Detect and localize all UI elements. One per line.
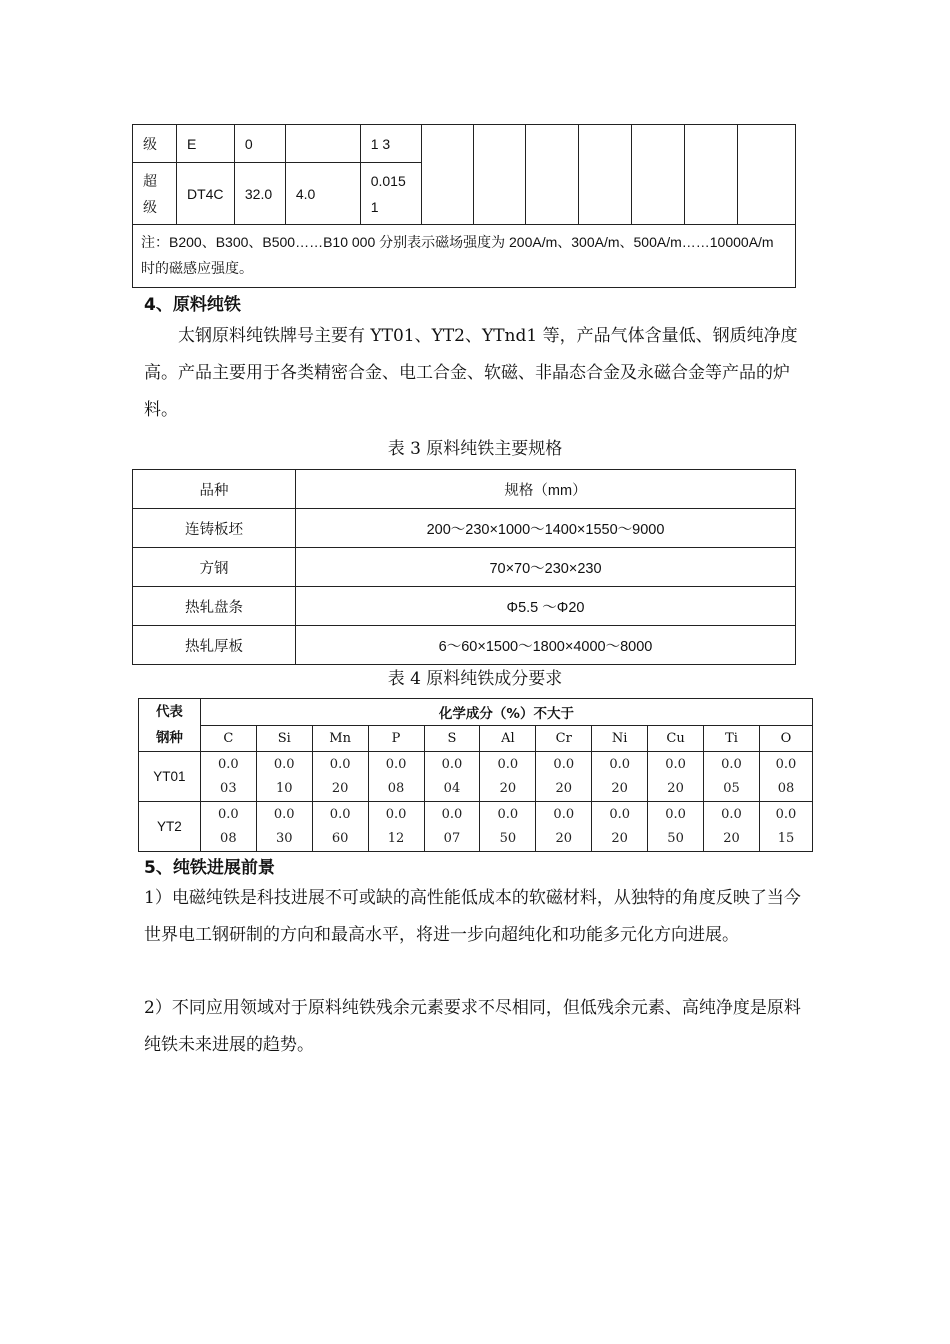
table-cell: YT01 bbox=[139, 752, 201, 802]
table-cell: 连铸板坯 bbox=[133, 509, 296, 548]
table-cell: 方钢 bbox=[133, 548, 296, 587]
table-cell bbox=[738, 125, 796, 225]
table-cell: 6～60×1500～1800×4000～8000 bbox=[296, 626, 796, 665]
table-cell bbox=[685, 125, 738, 225]
table-cell: 热轧盘条 bbox=[133, 587, 296, 626]
table-row bbox=[139, 752, 813, 802]
table-cell: 0.008 bbox=[200, 802, 256, 852]
table-header: Al bbox=[480, 726, 536, 752]
table-header: Ti bbox=[704, 726, 760, 752]
table-cell: YT2 bbox=[139, 802, 201, 852]
table-cell: 0.020 bbox=[648, 752, 704, 802]
table-cell bbox=[579, 125, 632, 225]
table-cell: 0.005 bbox=[704, 752, 760, 802]
table-cell: 0.020 bbox=[536, 752, 592, 802]
table-cell: 级 bbox=[133, 125, 177, 163]
table-cell: 0.004 bbox=[424, 752, 480, 802]
table-caption: 表 4 原料纯铁成分要求 bbox=[387, 669, 563, 689]
table-cell: 0.020 bbox=[704, 802, 760, 852]
table-cell: 200～230×1000～1400×1550～9000 bbox=[296, 509, 796, 548]
table-cell: 0.008 bbox=[368, 752, 424, 802]
table-row bbox=[133, 626, 796, 665]
table-cell: 0.003 bbox=[200, 752, 256, 802]
table-cell bbox=[526, 125, 579, 225]
table-note: 注：B200、B300、B500……B10 000 分别表示磁场强度为 200A/m、300A/m、500A/m……10000A/m 时的磁感应强度。 bbox=[133, 225, 796, 288]
table-header: Si bbox=[256, 726, 312, 752]
table-cell: 1 3 bbox=[360, 125, 421, 163]
magnetic-grade-table bbox=[132, 124, 796, 288]
table-row bbox=[133, 548, 796, 587]
table-cell: DT4C bbox=[176, 163, 234, 225]
table-row bbox=[139, 726, 813, 752]
table-cell: 0.012 bbox=[368, 802, 424, 852]
section-heading: 5、纯铁进展前景 bbox=[144, 858, 275, 878]
table-cell: 超级 bbox=[133, 163, 177, 225]
table-cell: E bbox=[176, 125, 234, 163]
table-cell: 0.020 bbox=[592, 752, 648, 802]
table-header: 代表钢种 bbox=[139, 699, 201, 752]
table-row bbox=[133, 509, 796, 548]
table-cell: 0 bbox=[234, 125, 285, 163]
table-cell: 0.060 bbox=[312, 802, 368, 852]
table-cell bbox=[632, 125, 685, 225]
table-cell: 0.015 bbox=[759, 802, 812, 852]
table-cell: 0.050 bbox=[648, 802, 704, 852]
table-row bbox=[139, 699, 813, 726]
table-header: Cr bbox=[536, 726, 592, 752]
table-header: 规格（mm） bbox=[296, 470, 796, 509]
table-cell bbox=[473, 125, 526, 225]
composition-table bbox=[138, 698, 813, 852]
table-cell: 0.030 bbox=[256, 802, 312, 852]
table-header: Cu bbox=[648, 726, 704, 752]
table-cell: 热轧厚板 bbox=[133, 626, 296, 665]
table-header: Ni bbox=[592, 726, 648, 752]
table-cell: 70×70～230×230 bbox=[296, 548, 796, 587]
table-cell: 0.007 bbox=[424, 802, 480, 852]
table-cell: Φ5.5 ～Φ20 bbox=[296, 587, 796, 626]
table-cell: 0.008 bbox=[759, 752, 812, 802]
table-cell: 0.020 bbox=[592, 802, 648, 852]
table-header: O bbox=[759, 726, 812, 752]
table-row bbox=[133, 470, 796, 509]
table-cell: 0.050 bbox=[480, 802, 536, 852]
spec-table bbox=[132, 469, 796, 665]
body-paragraph: 太钢原料纯铁牌号主要有 YT01、YT2、YTnd1 等，产品气体含量低、钢质纯净度高。产品主要用于各类精密合金、电工合金、软磁、非晶态合金及永磁合金等产品的炉料。 bbox=[144, 326, 798, 420]
table-row bbox=[133, 225, 796, 288]
table-cell: 32.0 bbox=[234, 163, 285, 225]
section-heading: 4、原料纯铁 bbox=[144, 295, 241, 315]
table-header: 品种 bbox=[133, 470, 296, 509]
table-header: P bbox=[368, 726, 424, 752]
table-row bbox=[139, 802, 813, 852]
table-cell: 0.020 bbox=[480, 752, 536, 802]
table-cell: 0.010 bbox=[256, 752, 312, 802]
table-cell: 4.0 bbox=[285, 163, 360, 225]
table-header: S bbox=[424, 726, 480, 752]
table-cell bbox=[285, 125, 360, 163]
table-cell bbox=[421, 125, 473, 225]
table-header: C bbox=[200, 726, 256, 752]
table-cell: 0.015 1 bbox=[360, 163, 421, 225]
body-paragraph: 2）不同应用领域对于原料纯铁残余元素要求不尽相同，但低残余元素、高纯净度是原料纯铁未来进展的趋势。 bbox=[144, 998, 801, 1055]
table-row bbox=[133, 587, 796, 626]
table-header: 化学成分（%）不大于 bbox=[200, 699, 812, 726]
table-caption: 表 3 原料纯铁主要规格 bbox=[387, 439, 563, 459]
table-cell: 0.020 bbox=[536, 802, 592, 852]
table-row bbox=[133, 125, 796, 163]
table-header: Mn bbox=[312, 726, 368, 752]
body-paragraph: 1）电磁纯铁是科技进展不可或缺的高性能低成本的软磁材料，从独特的角度反映了当今世界电工钢研制的方向和最高水平，将进一步向超纯化和功能多元化方向进展。 bbox=[144, 888, 801, 945]
table-cell: 0.020 bbox=[312, 752, 368, 802]
